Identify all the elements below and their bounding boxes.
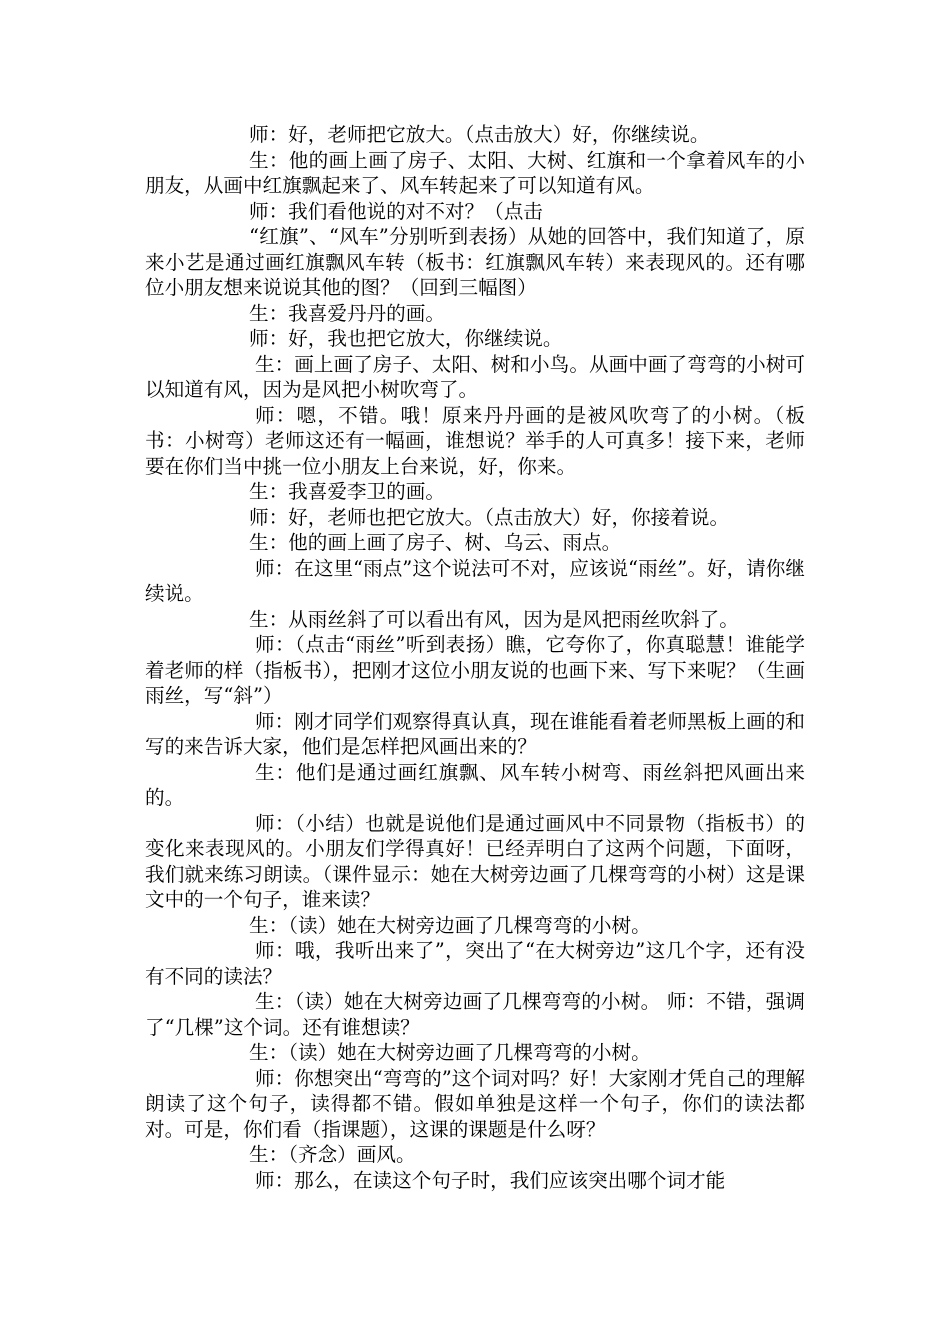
paragraph: 生：（读）她在大树旁边画了几棵弯弯的小树。 师：不错，强调了“几棵”这个词。还有谁想读？: [145, 990, 805, 1039]
paragraph: 生：画上画了房子、太阳、树和小鸟。从画中画了弯弯的小树可以知道有风，因为是风把小树吹弯了。: [145, 352, 805, 401]
paragraph: 师：我们看他说的对不对？（点击: [249, 199, 543, 223]
paragraph: 师：嗯，不错。哦！原来丹丹画的是被风吹弯了的小树。（板书：小树弯）老师这还有一幅画，谁想说？举手的人可真多！接下来，老师要在你们当中挑一位小朋友上台来说，好，你来。: [145, 403, 805, 478]
paragraph: 生：我喜爱丹丹的画。: [249, 301, 445, 325]
paragraph: 生：我喜爱李卫的画。: [249, 480, 445, 503]
paragraph: 生：（读）她在大树旁边画了几棵弯弯的小树。: [249, 913, 651, 937]
paragraph: 生：他的画上画了房子、树、乌云、雨点。: [249, 531, 622, 554]
paragraph: 师：好，我也把它放大，你继续说。: [249, 327, 563, 350]
paragraph: “红旗”、“风车”分别听到表扬）从她的回答中，我们知道了，原来小艺是通过画红旗飘风车转（板书：红旗飘风车转）来表现风的。还有哪位小朋友想来说说其他的图？（回到三幅图）: [145, 225, 805, 299]
paragraph: 师：在这里“雨点”这个说法可不对，应该说“雨丝”。好，请你继续说。: [145, 556, 805, 605]
paragraph: 师：你想突出“弯弯的”这个词对吗？好！大家刚才凭自己的理解朗读了这个句子，读得都不错。假如单独是这样一个句子，你们的读法都对。可是，你们看（指课题），这课的课题是什么呀？: [145, 1066, 805, 1141]
paragraph: 生：他的画上画了房子、太阳、大树、红旗和一个拿着风车的小朋友，从画中红旗飘起来了、风车转起来了可以知道有风。: [145, 148, 805, 197]
paragraph: 师：哦，我听出来了”，突出了“在大树旁边”这几个字，还有没有不同的读法？: [145, 939, 805, 988]
paragraph: 生：（齐念）画风。: [249, 1143, 416, 1166]
paragraph: 师：刚才同学们观察得真认真，现在谁能看着老师黑板上画的和写的来告诉大家，他们是怎样把风画出来的？: [145, 709, 805, 758]
paragraph: 师：好，老师把它放大。（点击放大）好，你继续说。: [249, 123, 710, 146]
paragraph: 生：（读）她在大树旁边画了几棵弯弯的小树。: [249, 1041, 651, 1064]
paragraph: 师：那么，在读这个句子时，我们应该突出哪个词才能: [255, 1168, 726, 1192]
paragraph: 生：从雨丝斜了可以看出有风，因为是风把雨丝吹斜了。: [249, 607, 739, 631]
paragraph: 师：（点击“雨丝”听到表扬）瞧，它夸你了，你真聪慧！谁能学着老师的样（指板书），把刚才这位小朋友说的也画下来、写下来呢？（生画雨丝，写“斜”）: [145, 633, 805, 707]
paragraph: 生：他们是通过画红旗飘、风车转小树弯、雨丝斜把风画出来的。: [145, 760, 805, 809]
paragraph: 师：好，老师也把它放大。（点击放大）好，你接着说。: [249, 505, 730, 529]
paragraph: 师：（小结）也就是说他们是通过画风中不同景物（指板书）的变化来表现风的。小朋友们学得真好！已经弄明白了这两个问题，下面呀，我们就来练习朗读。（课件显示：她在大树旁边画了几棵弯弯的小树）这是课文中的一个句子，谁来读？: [145, 811, 805, 911]
document-page: [145, 122, 805, 1193]
